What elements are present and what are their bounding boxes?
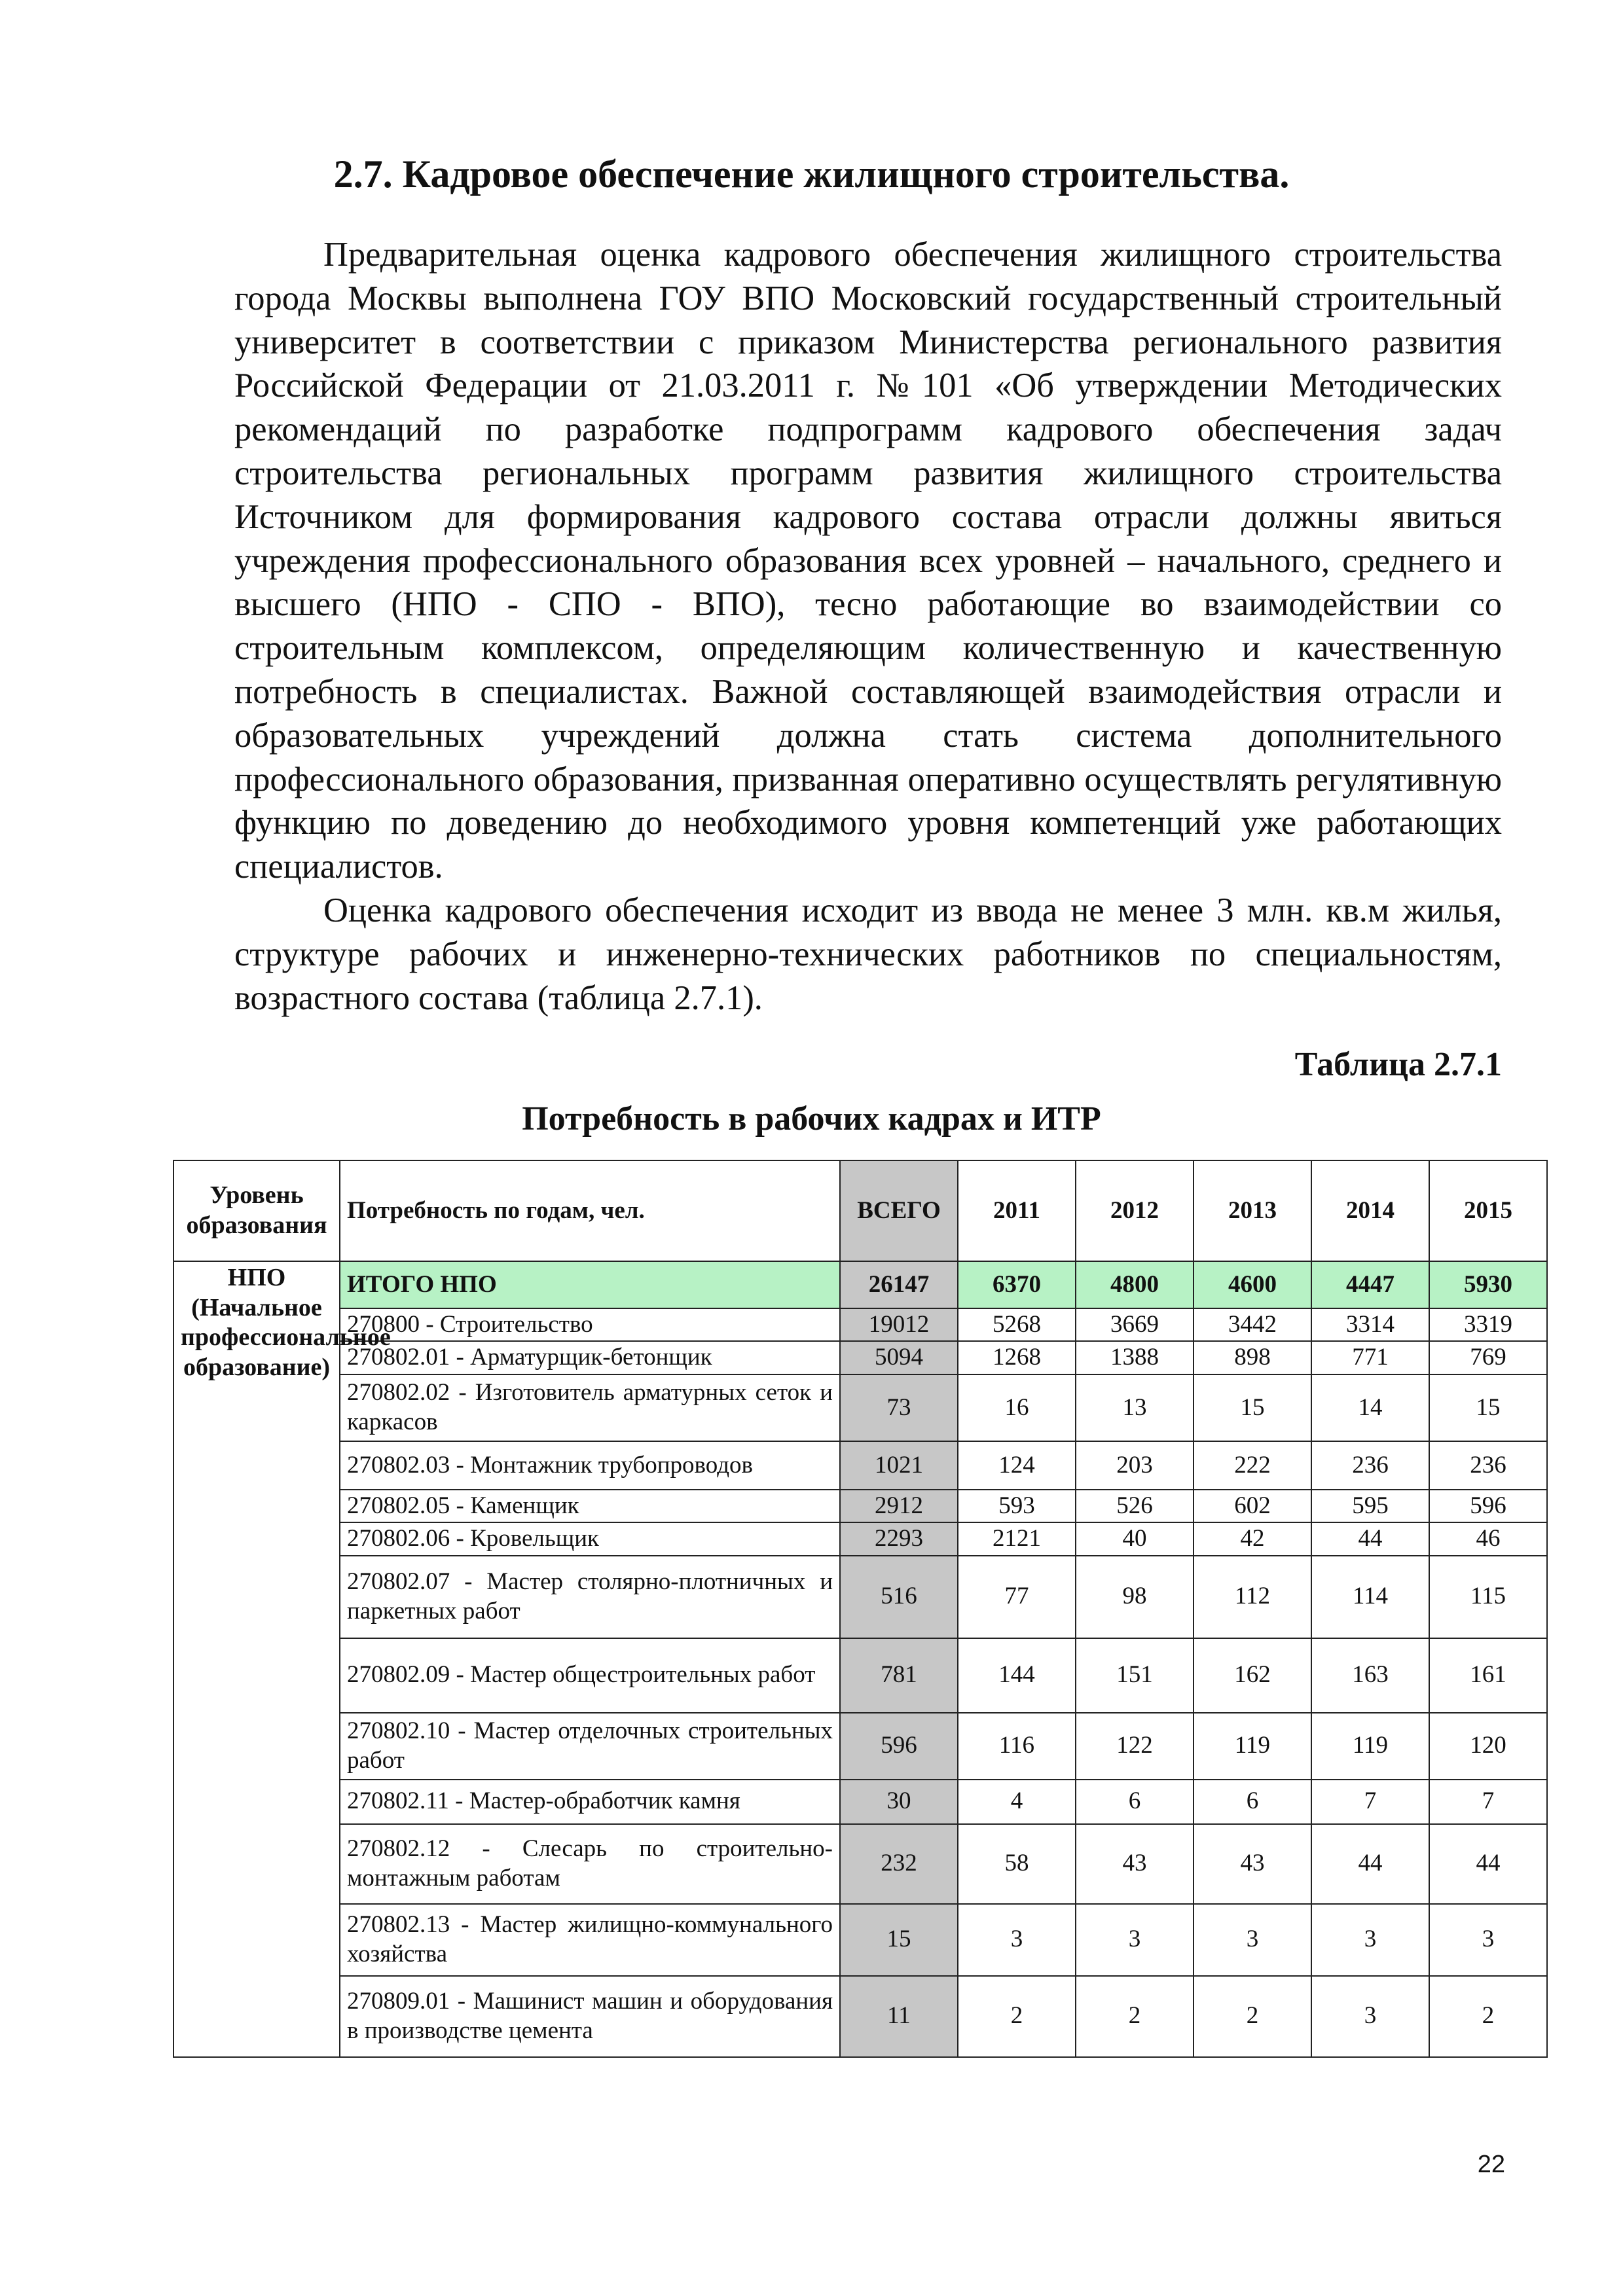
cell: 124 — [958, 1441, 1076, 1490]
cell-total: 232 — [840, 1824, 958, 1904]
table-row — [173, 1341, 1547, 1374]
table-row — [173, 1556, 1547, 1638]
cell: 236 — [1429, 1441, 1547, 1490]
cell: 1268 — [958, 1341, 1076, 1374]
cell: 6 — [1194, 1780, 1311, 1824]
cell: 6370 — [958, 1261, 1076, 1308]
cell: 161 — [1429, 1638, 1547, 1713]
table-row — [173, 1374, 1547, 1441]
row-name: 270802.10 - Мастер отделочных строительных работ — [340, 1713, 840, 1780]
level-cell: НПО (Начальное профессиональное образование) — [173, 1261, 340, 2057]
header-year: 2014 — [1311, 1160, 1429, 1261]
table-row — [173, 1976, 1547, 2057]
paragraph: Предварительная оценка кадрового обеспечения жилищного строительства города Москвы выполнена ГОУ ВПО Московский государственный строительный университет в соответствии с приказом Министерства регионального развития Российской Федерации от 21.03.2011 г. №101 «Об утверждении Методических рекомендаций по разработке подпрограмм кадрового обеспечения задач строительства региональных программ развития жилищного строительства Источником для формирования кадрового состава отрасли должны явиться учреждения профессионального образования всех уровней – начального, среднего и высшего (НПО - СПО - ВПО), тесно работающие во взаимодействии со строительным комплексом, определяющим количественную и качественную потребность в специалистах. Важной составляющей взаимодействия отрасли и образовательных учреждений должна стать система дополнительного профессионального образования, призванная оперативно осуществлять регулятивную функцию по доведению до необходимого уровня компетенций уже работающих специалистов. — [234, 236, 1502, 886]
cell: 98 — [1076, 1556, 1194, 1638]
table-row — [173, 1713, 1547, 1780]
cell: 112 — [1194, 1556, 1311, 1638]
cell: 43 — [1194, 1824, 1311, 1904]
cell: 4447 — [1311, 1261, 1429, 1308]
cell-total: 2293 — [840, 1522, 958, 1555]
cell: 236 — [1311, 1441, 1429, 1490]
cell: 14 — [1311, 1374, 1429, 1441]
cell: 15 — [1194, 1374, 1311, 1441]
table-total-row — [173, 1261, 1547, 1308]
header-level: Уровень образования — [173, 1160, 340, 1261]
cell-total: 73 — [840, 1374, 958, 1441]
header-year: 2011 — [958, 1160, 1076, 1261]
cell-total: 5094 — [840, 1341, 958, 1374]
row-name: 270802.03 - Монтажник трубопроводов — [340, 1441, 840, 1490]
cell: 2 — [1076, 1976, 1194, 2057]
cell: 3 — [1194, 1904, 1311, 1976]
cell: 46 — [1429, 1522, 1547, 1555]
cell: 2 — [958, 1976, 1076, 2057]
cell: 163 — [1311, 1638, 1429, 1713]
cell: 1388 — [1076, 1341, 1194, 1374]
table-row — [173, 1308, 1547, 1341]
cell: 114 — [1311, 1556, 1429, 1638]
row-name: 270802.07 - Мастер столярно-плотничных и паркетных работ — [340, 1556, 840, 1638]
cell-total: 596 — [840, 1713, 958, 1780]
cell: 769 — [1429, 1341, 1547, 1374]
cell: 44 — [1311, 1824, 1429, 1904]
cell-total: 1021 — [840, 1441, 958, 1490]
cell: 3 — [1429, 1904, 1547, 1976]
table-row — [173, 1490, 1547, 1522]
table-row — [173, 1824, 1547, 1904]
table-row — [173, 1441, 1547, 1490]
cell: 7 — [1429, 1780, 1547, 1824]
cell: 222 — [1194, 1441, 1311, 1490]
row-name: 270802.11 - Мастер-обработчик камня — [340, 1780, 840, 1824]
table-title: Потребность в рабочих кадрах и ИТР — [522, 1100, 1101, 1138]
row-name: 270800 - Строительство — [340, 1308, 840, 1341]
cell: 3 — [1311, 1976, 1429, 2057]
cell-total: 26147 — [840, 1261, 958, 1308]
cell: 3319 — [1429, 1308, 1547, 1341]
cell: 203 — [1076, 1441, 1194, 1490]
cell-total: 781 — [840, 1638, 958, 1713]
cell: 4 — [958, 1780, 1076, 1824]
cell: 43 — [1076, 1824, 1194, 1904]
cell: 3 — [958, 1904, 1076, 1976]
cell: 3 — [1076, 1904, 1194, 1976]
header-year: 2015 — [1429, 1160, 1547, 1261]
cell: 151 — [1076, 1638, 1194, 1713]
cell: 3 — [1311, 1904, 1429, 1976]
header-year: 2013 — [1194, 1160, 1311, 1261]
cell: 595 — [1311, 1490, 1429, 1522]
cell: 120 — [1429, 1713, 1547, 1780]
cell: 2 — [1194, 1976, 1311, 2057]
cell: 5268 — [958, 1308, 1076, 1341]
header-year: 2012 — [1076, 1160, 1194, 1261]
cell: 898 — [1194, 1341, 1311, 1374]
header-demand: Потребность по годам, чел. — [340, 1160, 840, 1261]
cell: 526 — [1076, 1490, 1194, 1522]
cell: 15 — [1429, 1374, 1547, 1441]
cell: 596 — [1429, 1490, 1547, 1522]
cell-total: 30 — [840, 1780, 958, 1824]
cell: 4600 — [1194, 1261, 1311, 1308]
table-row — [173, 1780, 1547, 1824]
cell: 144 — [958, 1638, 1076, 1713]
body-text — [234, 233, 1502, 1020]
cell: 771 — [1311, 1341, 1429, 1374]
cell: 602 — [1194, 1490, 1311, 1522]
cell-total: 11 — [840, 1976, 958, 2057]
cell: 593 — [958, 1490, 1076, 1522]
table-row — [173, 1904, 1547, 1976]
cell: 3314 — [1311, 1308, 1429, 1341]
header-total: ВСЕГО — [840, 1160, 958, 1261]
cell: 4800 — [1076, 1261, 1194, 1308]
cell: 58 — [958, 1824, 1076, 1904]
row-name: 270802.05 - Каменщик — [340, 1490, 840, 1522]
table-row — [173, 1522, 1547, 1555]
table-header-row — [173, 1160, 1547, 1261]
row-name: 270802.13 - Мастер жилищно-коммунального хозяйства — [340, 1904, 840, 1976]
cell: 44 — [1311, 1522, 1429, 1555]
row-name: 270802.06 - Кровельщик — [340, 1522, 840, 1555]
cell: 13 — [1076, 1374, 1194, 1441]
cell: 119 — [1194, 1713, 1311, 1780]
cell: 122 — [1076, 1713, 1194, 1780]
cell: 3669 — [1076, 1308, 1194, 1341]
table-row — [173, 1638, 1547, 1713]
row-name: 270802.12 - Слесарь по строительно-монтажным работам — [340, 1824, 840, 1904]
page-number: 22 — [1477, 2151, 1505, 2178]
section-heading: 2.7. Кадровое обеспечение жилищного строительства. — [333, 152, 1290, 196]
cell: 2121 — [958, 1522, 1076, 1555]
cell-total: 516 — [840, 1556, 958, 1638]
cell: 77 — [958, 1556, 1076, 1638]
cell: 116 — [958, 1713, 1076, 1780]
cell: 16 — [958, 1374, 1076, 1441]
cell-total: 15 — [840, 1904, 958, 1976]
staffing-table — [173, 1160, 1548, 2058]
cell: 3442 — [1194, 1308, 1311, 1341]
cell: 119 — [1311, 1713, 1429, 1780]
cell: 115 — [1429, 1556, 1547, 1638]
row-name: ИТОГО НПО — [340, 1261, 840, 1308]
cell: 40 — [1076, 1522, 1194, 1555]
cell: 44 — [1429, 1824, 1547, 1904]
cell: 7 — [1311, 1780, 1429, 1824]
paragraph: Оценка кадрового обеспечения исходит из ввода не менее 3 млн. кв.м жилья, структуре рабочих и инженерно-технических работников по специальностям, возрастного состава (таблица 2.7.1). — [234, 891, 1502, 1017]
cell: 2 — [1429, 1976, 1547, 2057]
cell: 42 — [1194, 1522, 1311, 1555]
row-name: 270802.01 - Арматурщик-бетонщик — [340, 1341, 840, 1374]
cell: 162 — [1194, 1638, 1311, 1713]
table-number: Таблица 2.7.1 — [1294, 1046, 1502, 1083]
cell-total: 19012 — [840, 1308, 958, 1341]
row-name: 270802.09 - Мастер общестроительных работ — [340, 1638, 840, 1713]
cell: 5930 — [1429, 1261, 1547, 1308]
cell-total: 2912 — [840, 1490, 958, 1522]
cell: 6 — [1076, 1780, 1194, 1824]
row-name: 270802.02 - Изготовитель арматурных сеток и каркасов — [340, 1374, 840, 1441]
row-name: 270809.01 - Машинист машин и оборудования в производстве цемента — [340, 1976, 840, 2057]
